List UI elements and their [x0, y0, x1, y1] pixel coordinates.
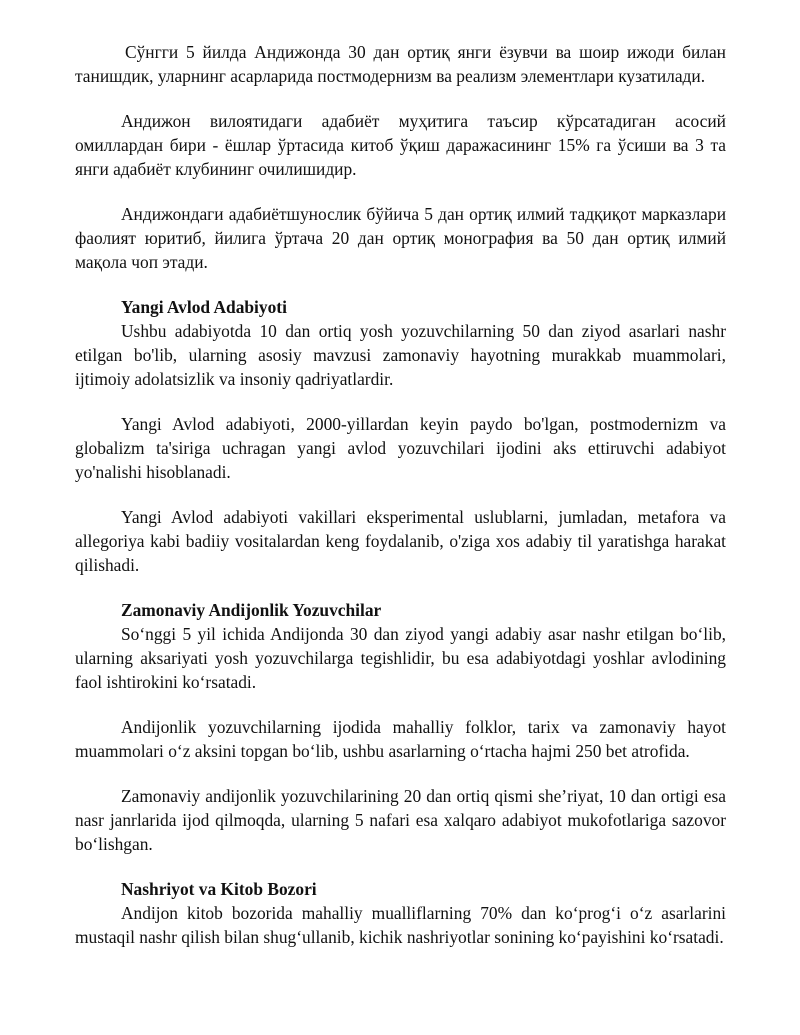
body-paragraph: So‘nggi 5 yil ichida Andijonda 30 dan ziyod yangi adabiy asar nashr etilgan bo‘lib, ularning aksariyati yosh yozuvchilarga tegishlidir, bu esa adabiyotdagi yoshlar avlodining faol ishtirokini ko‘rsatadi.: [75, 624, 726, 692]
body-paragraph: Ushbu adabiyotda 10 dan ortiq yosh yozuvchilarning 50 dan ziyod asarlari nashr etilgan bo'lib, ularning asosiy mavzusi zamonaviy hayotning murakkab muammolari, ijtimoiy adolatsizlik va insoniy qadriyatlardir.: [75, 321, 726, 389]
body-paragraph: Zamonaviy andijonlik yozuvchilarining 20 dan ortiq qismi she’riyat, 10 dan ortigi esa nasr janrlarida ijod qilmoqda, ularning 5 nafari esa xalqaro adabiyot mukofotlariga sazovor bo‘lishgan.: [75, 786, 726, 854]
section-heading: Zamonaviy Andijonlik Yozuvchilar: [121, 600, 382, 620]
body-paragraph: Сўнгги 5 йилда Андижонда 30 дан ортиқ янги ёзувчи ва шоир ижоди билан танишдик, уларнинг асарларида постмодернизм ва реализм элементлари кузатилади.: [75, 42, 726, 86]
section-heading: Nashriyot va Kitob Bozori: [121, 879, 317, 899]
body-paragraph: Андижондаги адабиётшунослик бўйича 5 дан ортиқ илмий тадқиқот марказлари фаолият юритиб, йилига ўртача 20 дан ортиқ монография ва 50 дан ортиқ илмий мақола чоп этади.: [75, 204, 726, 272]
body-paragraph: Andijonlik yozuvchilarning ijodida mahalliy folklor, tarix va zamonaviy hayot muammolari o‘z aksini topgan bo‘lib, ushbu asarlarning o‘rtacha hajmi 250 bet atrofida.: [75, 717, 726, 761]
body-paragraph: Yangi Avlod adabiyoti vakillari eksperimental uslublarni, jumladan, metafora va allegoriya kabi badiiy vositalardan keng foydalanib, o'ziga xos adabiy til yaratishga harakat qilishadi.: [75, 507, 726, 575]
document-page: [75, 40, 726, 949]
body-paragraph: Yangi Avlod adabiyoti, 2000-yillardan keyin paydo bo'lgan, postmodernizm va globalizm ta'siriga uchragan yangi avlod yozuvchilari ijodini aks ettiruvchi adabiyot yo'nalishi hisoblanadi.: [75, 414, 726, 482]
section-heading: Yangi Avlod Adabiyoti: [121, 297, 287, 317]
body-paragraph: Andijon kitob bozorida mahalliy mualliflarning 70% dan ko‘prog‘i o‘z asarlarini mustaqil nashr qilish bilan shug‘ullanib, kichik nashriyotlar sonining ko‘payishini ko‘rsatadi.: [75, 903, 726, 947]
body-paragraph: Андижон вилоятидаги адабиёт муҳитига таъсир кўрсатадиган асосий омиллардан бири - ёшлар ўртасида китоб ўқиш даражасининг 15% га ўсиши ва 3 та янги адабиёт клубининг очилишидир.: [75, 111, 726, 179]
